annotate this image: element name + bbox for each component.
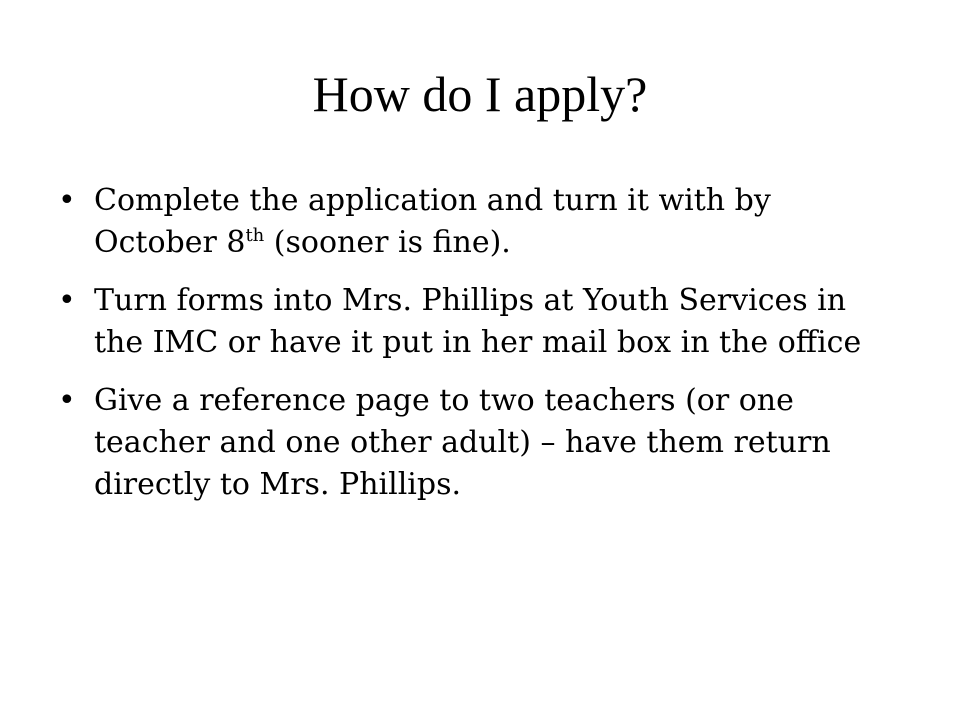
bullet-text-deadline-before: Complete the application and turn it with by October 8 (94, 183, 771, 260)
bullet-marker: • (58, 383, 76, 418)
bullet-item-deadline (58, 180, 888, 264)
bullet-marker: • (58, 283, 76, 318)
bullet-text-deadline (94, 183, 771, 260)
ordinal-superscript: th (245, 225, 265, 246)
bullet-list (58, 180, 888, 522)
bullet-item-reference (58, 380, 888, 506)
bullet-item-turn-in (58, 280, 888, 364)
bullet-text-deadline-after: (sooner is fine). (264, 225, 511, 260)
bullet-text-reference: Give a reference page to two teachers (or one teacher and one other adult) – have them return directly to Mrs. Phillips. (94, 383, 831, 502)
bullet-text-turn-in: Turn forms into Mrs. Phillips at Youth Services in the IMC or have it put in her mail box in the office (94, 283, 862, 360)
bullet-marker: • (58, 183, 76, 218)
slide-title: How do I apply? (312, 66, 648, 122)
